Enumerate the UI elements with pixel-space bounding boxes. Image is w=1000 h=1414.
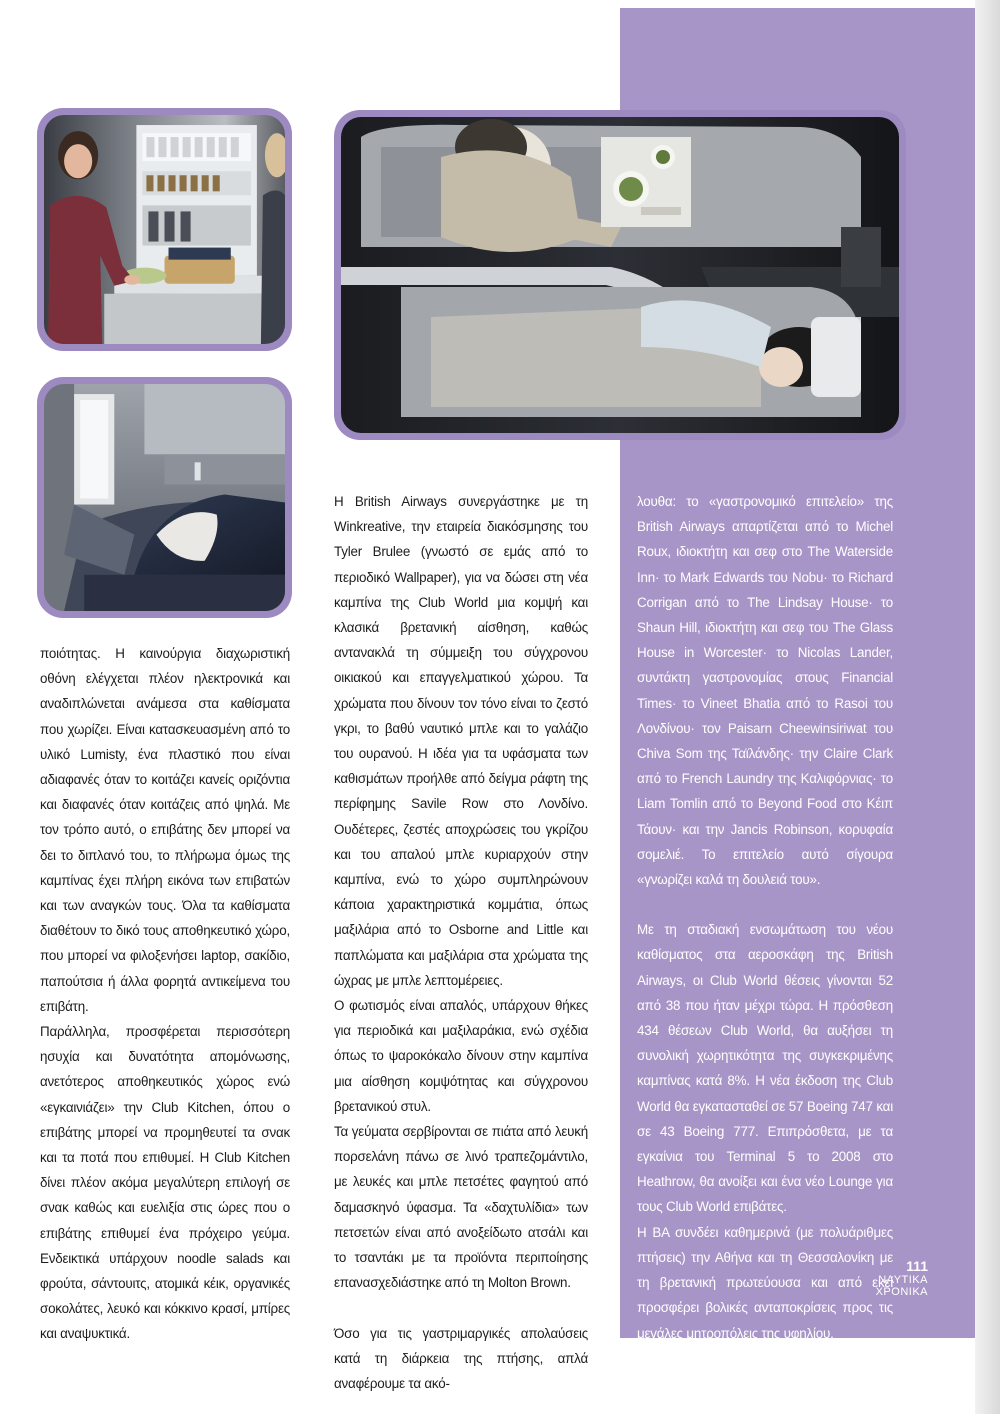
magazine-name-line-2: ΧΡΟΝΙΚΑ [875, 1286, 928, 1298]
column2-paragraph-1: Η British Airways συνεργάστηκε με τη Winkreative, την εταιρεία διακόσμησης του Tyler Brulee (γνωστό σε εμάς από το περιοδικό Wallpaper), για να δώσει στη νέα καμπίνα της Club World μια κομψή και κλασικά βρετανική αίσθηση, καθώς αντανακλά τη σύμμειξη του σύγχρονου οικιακού και επαγγελματικού χώρου. Τα χρώματα που δίνουν τον τόνο είναι το ζεστό γκρι, το βαθύ ναυτικό μπλε και το γαλάζιο του ουρανού. Η ιδέα για τα υφάσματα των καθισμάτων προήλθε από δείγμα ράφτη της περίφημης Savile Row στο Λονδίνο. Ουδέτερες, ζεστές αποχρώσεις του γκρίζου και του απαλού μπλε κυριαρχούν στην καμπίνα, ενώ το χώρο συμπληρώνουν κάποια χαρακτηριστικά κομμάτια, όπως μαξιλάρια από το Osborne and Little και παπλώματα και μαξιλάρια στα χρώματα της ώχρας με μπλε λεπτομέρειες. [334, 494, 588, 988]
column2-paragraph-4: Όσο για τις γαστριμαργικές απολαύσεις κατά τη διάρκεια της πτήσης, απλά αναφέρουμε τα ακό- [334, 1325, 588, 1391]
column2-paragraph-3: Τα γεύματα σερβίρονται σε πιάτα από λευκή πορσελάνη πάνω σε λινό τραπεζομάντιλο, με λευκές και μπλε πετσέτες φαγητού από δαμασκηνό ύφασμα. Τα «δαχτυλίδια» των πετσετών είναι από ανοξείδωτο ατσάλι και το τσαντάκι με τα προϊόντα περιποίησης επανασχεδιάστηκε από τη Molton Brown. [334, 1124, 588, 1291]
column2-paragraph-2: Ο φωτισμός είναι απαλός, υπάρχουν θήκες για περιοδικά και μαξιλαράκια, ενώ σχέδια όπως το ψαροκόκαλο δίνουν στην καμπίνα μια αίσθηση κομψότητας και σύγχρονου βρετανικού στυλ. [334, 998, 588, 1114]
seat-image [44, 384, 285, 611]
column1-paragraph-2: Παράλληλα, προσφέρεται περισσότερη ησυχία και δυνατότητα απομόνωσης, ανετότερος αποθηκευτικός χώρος ενώ «εγκαινιάζει» την Club Kitchen, όπου ο επιβάτης μπορεί να προμηθευτεί τα σνακ και τα ποτά που επιθυμεί. Η Club Kitchen δίνει πλέον ακόμα μεγαλύτερη επιλογή σε σνακ καθώς και ευελιξία στις ώρες που ο επιβάτης επιθυμεί ένα πρόχειρο γεύμα. Ενδεικτικά υπάρχουν noodle salads και φρούτα, σάντουιτς, ατομικά κέικ, οργανικές σοκολάτες, λευκό και κόκκινο κρασί, μπίρες και αναψυκτικά. [40, 1024, 290, 1342]
page-edge-shadow [975, 0, 1000, 1414]
page-folio [876, 1258, 928, 1298]
column3-paragraph-1: λουθα: το «γαστρονομικό επιτελείο» της British Airways απαρτίζεται από το Michel Roux, ιδιοκτήτη και σεφ στο The Waterside Inn· το Mark Edwards του Nobu· το Richard Corrigan από το The Lindsay House· το Shaun Hill, ιδιοκτήτη και σεφ του The Glass House in Worcester· το Nicolas Lander, συντάκτη γαστρονομίας στους Financial Times· το Vineet Bhatia από το Rasoi του Λονδίνου· τον Paisarn Cheewinsiriwat του Chiva Som της Ταϊλάνδης· την Claire Clark από το French Laundry της Καλιφόρνιας· το Liam Tomlin από το Beyond Food στο Κέιπ Τάουν· και την Jancis Robinson, κορυφαία σομελιέ. Το επιτελείο αυτό σίγουρα «γνωρίζει καλά τη δουλειά του». [637, 494, 893, 888]
club-kitchen-image [44, 115, 285, 344]
article-column-1 [40, 641, 290, 1347]
article-column-3 [637, 489, 893, 1346]
photo-club-kitchen [37, 108, 292, 351]
magazine-name-line-1: ΝΑΥΤΙΚΑ [878, 1274, 928, 1286]
column1-paragraph-1: ποιότητας. Η καινούργια διαχωριστική οθόνη ελέγχεται πλέον ηλεκτρονικά και αναδιπλώνεται ανάμεσα στα καθίσματα που χωρίζει. Είναι κατασκευασμένη από το υλικό Lumisty, ένα πλαστικό που είναι αδιαφανές όταν το κοιτάζει κανείς οριζόντια και διαφανές όταν κοιτάζεις από ψηλά. Με τον τρόπο αυτό, ο επιβάτης δεν μπορεί να δει το διπλανό του, το πλήρωμα όμως της καμπίνας έχει πλήρη εικόνα των επιβατών και των αναγκών τους. Όλα τα καθίσματα διαθέτουν το δικό τους αποθηκευτικό χώρο, που μπορεί να φιλοξενήσει laptop, σακίδιο, παπούτσια ή άλλα φορητά αντικείμενα του επιβάτη. [40, 646, 290, 1014]
column3-paragraph-3: Η ΒΑ συνδέει καθημερινά (με πολυάριθμες πτήσεις) την Αθήνα και τη Θεσσαλονίκη με τη βρετανική πρωτεύουσα και από εκεί προσφέρει βολικές ανταποκρίσεις προς τις μεγάλες μητροπόλεις της υφηλίου. [637, 1224, 893, 1341]
page-number: 111 [906, 1258, 928, 1274]
photo-aerial-cabin [334, 110, 906, 440]
column3-paragraph-2: Με τη σταδιακή ενσωμάτωση του νέου καθίσματος στα αεροσκάφη της British Airways, οι Club World θέσεις γίνονται 52 από 38 που ήταν μέχρι τώρα. Η πρόσθεση 434 θέσεων Club World, θα αυξήσει τη συνολική χωρητικότητα της συγκεκριμένης καμπίνας κατά 8%. Η νέα έκδοση της Club World θα εγκατασταθεί σε 57 Boeing 747 και σε 43 Boeing 777. Επιπρόσθετα, με τα εγκαίνια του Terminal 5 το 2008 στο Heathrow, θα ανοίξει και ένα νέο Lounge για τους Club World επιβάτες. [637, 922, 893, 1215]
aerial-cabin-image [341, 117, 899, 433]
article-column-2 [334, 489, 588, 1396]
photo-club-world-seat [37, 377, 292, 618]
